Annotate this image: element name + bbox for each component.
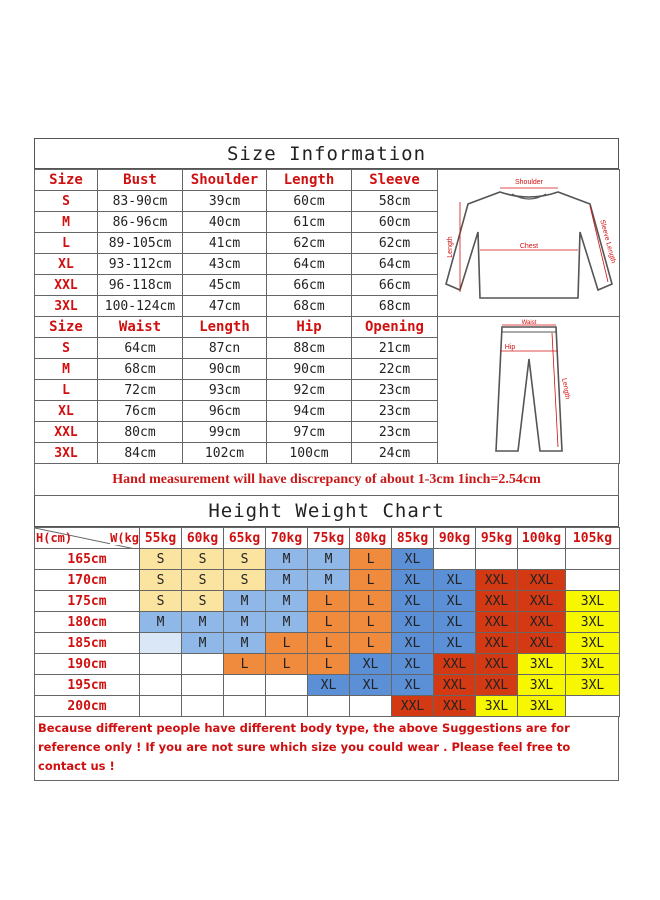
height-label: 180cm xyxy=(35,612,140,633)
size-cell: S xyxy=(182,549,224,570)
size-cell xyxy=(140,633,182,654)
measure-value: 39cm xyxy=(183,191,267,212)
weight-header-row xyxy=(35,528,620,549)
measure-value: 76cm xyxy=(98,401,183,422)
measure-value: 100-124cm xyxy=(98,296,183,317)
size-cell xyxy=(566,570,620,591)
size-cell: M xyxy=(266,591,308,612)
size-cell: XL xyxy=(392,675,434,696)
size-cell: XL xyxy=(434,633,476,654)
size-cell: M xyxy=(224,633,266,654)
size-cell: XXL xyxy=(392,696,434,717)
size-cell: XXL xyxy=(518,633,566,654)
size-cell xyxy=(182,675,224,696)
measure-value: 45cm xyxy=(183,275,267,296)
size-cell: 3XL xyxy=(518,654,566,675)
height-row xyxy=(35,654,620,675)
measurement-table xyxy=(34,169,620,464)
height-label: 165cm xyxy=(35,549,140,570)
height-row xyxy=(35,696,620,717)
size-cell xyxy=(182,696,224,717)
size-label: S xyxy=(35,191,98,212)
measure-value: 66cm xyxy=(267,275,352,296)
measurement-note: Hand measurement will have discrepancy of about 1-3cm 1inch=2.54cm xyxy=(34,464,619,496)
size-cell xyxy=(308,696,350,717)
corner-header xyxy=(35,528,140,549)
measure-value: 62cm xyxy=(267,233,352,254)
size-cell: XXL xyxy=(434,696,476,717)
measure-value: 23cm xyxy=(352,380,438,401)
height-weight-table xyxy=(34,527,620,717)
size-cell: 3XL xyxy=(476,696,518,717)
measure-value: 68cm xyxy=(267,296,352,317)
size-cell: L xyxy=(266,633,308,654)
size-label: XXL xyxy=(35,422,98,443)
size-cell: XL xyxy=(434,591,476,612)
garment-diagram-cell xyxy=(438,317,620,464)
size-cell: M xyxy=(182,633,224,654)
size-cell: XL xyxy=(392,591,434,612)
size-chart-sheet xyxy=(34,138,619,781)
size-cell: L xyxy=(308,591,350,612)
column-header: Length xyxy=(183,317,267,338)
height-row xyxy=(35,570,620,591)
size-cell: S xyxy=(224,570,266,591)
size-cell xyxy=(266,696,308,717)
size-cell: S xyxy=(224,549,266,570)
height-label: 175cm xyxy=(35,591,140,612)
size-cell: 3XL xyxy=(566,591,620,612)
size-cell xyxy=(350,696,392,717)
shirt-diagram xyxy=(440,172,618,310)
measure-value: 93cm xyxy=(183,380,267,401)
weight-header: 95kg xyxy=(476,528,518,549)
measure-value: 21cm xyxy=(352,338,438,359)
sleeve-label: Sleeve Length xyxy=(597,219,617,265)
measure-value: 41cm xyxy=(183,233,267,254)
measure-value: 83-90cm xyxy=(98,191,183,212)
measure-value: 60cm xyxy=(352,212,438,233)
measure-value: 72cm xyxy=(98,380,183,401)
measure-value: 64cm xyxy=(352,254,438,275)
measure-value: 89-105cm xyxy=(98,233,183,254)
measure-value: 87cn xyxy=(183,338,267,359)
measure-value: 96cm xyxy=(183,401,267,422)
measure-value: 61cm xyxy=(267,212,352,233)
size-cell: XXL xyxy=(518,612,566,633)
size-cell: XXL xyxy=(518,591,566,612)
size-cell xyxy=(518,549,566,570)
size-cell: 3XL xyxy=(566,612,620,633)
measure-value: 24cm xyxy=(352,443,438,464)
size-cell: XL xyxy=(434,570,476,591)
size-label: M xyxy=(35,212,98,233)
size-cell: M xyxy=(266,549,308,570)
height-label: 200cm xyxy=(35,696,140,717)
size-cell: 3XL xyxy=(566,633,620,654)
height-row xyxy=(35,675,620,696)
measure-value: 100cm xyxy=(267,443,352,464)
measure-value: 99cm xyxy=(183,422,267,443)
measure-value: 47cm xyxy=(183,296,267,317)
measure-value: 93-112cm xyxy=(98,254,183,275)
size-cell: XXL xyxy=(434,654,476,675)
column-header: Sleeve xyxy=(352,170,438,191)
height-row xyxy=(35,612,620,633)
garment-diagram-cell xyxy=(438,170,620,317)
size-cell: 3XL xyxy=(518,696,566,717)
chest-label: Chest xyxy=(519,243,538,250)
size-cell xyxy=(434,549,476,570)
height-label: 195cm xyxy=(35,675,140,696)
size-cell xyxy=(476,549,518,570)
size-cell: XL xyxy=(392,549,434,570)
measure-value: 66cm xyxy=(352,275,438,296)
measure-value: 64cm xyxy=(98,338,183,359)
length-label: Length xyxy=(446,236,454,258)
column-header: Waist xyxy=(98,317,183,338)
measure-value: 94cm xyxy=(267,401,352,422)
column-header: Bust xyxy=(98,170,183,191)
weight-header: 90kg xyxy=(434,528,476,549)
size-cell: L xyxy=(350,549,392,570)
size-cell: XXL xyxy=(476,570,518,591)
hip-label: Hip xyxy=(504,344,515,351)
size-cell: S xyxy=(140,570,182,591)
size-label: XL xyxy=(35,401,98,422)
measure-value: 40cm xyxy=(183,212,267,233)
weight-header: 65kg xyxy=(224,528,266,549)
size-label: 3XL xyxy=(35,443,98,464)
size-cell: XXL xyxy=(476,675,518,696)
measure-value: 86-96cm xyxy=(98,212,183,233)
size-cell: XL xyxy=(392,633,434,654)
waist-label: Waist xyxy=(521,320,536,326)
measure-value: 90cm xyxy=(267,359,352,380)
measure-value: 68cm xyxy=(352,296,438,317)
measure-value: 23cm xyxy=(352,401,438,422)
measure-value: 102cm xyxy=(183,443,267,464)
measure-value: 84cm xyxy=(98,443,183,464)
size-cell: M xyxy=(140,612,182,633)
size-cell: L xyxy=(308,633,350,654)
size-cell: XL xyxy=(392,654,434,675)
size-cell: M xyxy=(266,612,308,633)
measure-value: 80cm xyxy=(98,422,183,443)
size-cell xyxy=(224,696,266,717)
weight-header: 70kg xyxy=(266,528,308,549)
size-label: L xyxy=(35,380,98,401)
size-label: S xyxy=(35,338,98,359)
size-cell: XXL xyxy=(476,591,518,612)
size-cell: L xyxy=(266,654,308,675)
column-header: Hip xyxy=(267,317,352,338)
size-cell xyxy=(140,654,182,675)
size-cell: S xyxy=(140,549,182,570)
height-row xyxy=(35,591,620,612)
size-cell: XL xyxy=(350,654,392,675)
measure-value: 22cm xyxy=(352,359,438,380)
size-label: 3XL xyxy=(35,296,98,317)
weight-header: 105kg xyxy=(566,528,620,549)
weight-header: 60kg xyxy=(182,528,224,549)
size-cell: S xyxy=(182,591,224,612)
size-cell: S xyxy=(182,570,224,591)
column-header: Length xyxy=(267,170,352,191)
measure-value: 62cm xyxy=(352,233,438,254)
size-cell: XXL xyxy=(518,570,566,591)
size-cell: 3XL xyxy=(566,675,620,696)
size-cell: M xyxy=(266,570,308,591)
size-label: XXL xyxy=(35,275,98,296)
size-cell xyxy=(266,675,308,696)
measure-value: 88cm xyxy=(267,338,352,359)
measure-value: 96-118cm xyxy=(98,275,183,296)
size-cell: S xyxy=(140,591,182,612)
size-cell xyxy=(224,675,266,696)
height-row xyxy=(35,549,620,570)
pants-length-label: Length xyxy=(559,377,571,400)
size-cell xyxy=(140,696,182,717)
column-header: Size xyxy=(35,170,98,191)
measure-value: 60cm xyxy=(267,191,352,212)
size-cell: 3XL xyxy=(518,675,566,696)
size-cell: XXL xyxy=(434,675,476,696)
height-axis-label: H(cm) xyxy=(36,531,73,545)
size-cell: XL xyxy=(392,570,434,591)
hw-chart-title: Height Weight Chart xyxy=(34,496,619,527)
measure-header-row xyxy=(35,317,620,338)
size-cell: M xyxy=(308,570,350,591)
column-header: Size xyxy=(35,317,98,338)
size-cell: XL xyxy=(392,612,434,633)
size-cell: L xyxy=(224,654,266,675)
size-cell: XL xyxy=(350,675,392,696)
weight-header: 85kg xyxy=(392,528,434,549)
column-header: Opening xyxy=(352,317,438,338)
measure-value: 97cm xyxy=(267,422,352,443)
size-cell: XXL xyxy=(476,633,518,654)
measure-value: 92cm xyxy=(267,380,352,401)
size-cell xyxy=(140,675,182,696)
measure-value: 58cm xyxy=(352,191,438,212)
height-row xyxy=(35,633,620,654)
weight-header: 100kg xyxy=(518,528,566,549)
measure-header-row xyxy=(35,170,620,191)
size-info-title: Size Information xyxy=(34,138,619,169)
pants-diagram xyxy=(440,319,618,457)
size-label: L xyxy=(35,233,98,254)
measure-value: 64cm xyxy=(267,254,352,275)
size-cell: XL xyxy=(434,612,476,633)
measure-value: 23cm xyxy=(352,422,438,443)
weight-header: 80kg xyxy=(350,528,392,549)
size-cell: XXL xyxy=(476,612,518,633)
size-cell: XXL xyxy=(476,654,518,675)
height-label: 185cm xyxy=(35,633,140,654)
size-cell: L xyxy=(308,654,350,675)
shoulder-label: Shoulder xyxy=(514,179,543,186)
size-cell: L xyxy=(350,612,392,633)
size-cell: L xyxy=(350,591,392,612)
height-label: 190cm xyxy=(35,654,140,675)
column-header: Shoulder xyxy=(183,170,267,191)
size-cell: XL xyxy=(308,675,350,696)
weight-header: 75kg xyxy=(308,528,350,549)
size-cell xyxy=(182,654,224,675)
size-cell xyxy=(566,549,620,570)
size-cell: 3XL xyxy=(566,654,620,675)
size-cell: M xyxy=(182,612,224,633)
footer-note: Because different people have different body type, the above Suggestions are for reference only ! If you are not sure which size you could wear . Please feel free to contact us ! xyxy=(34,717,619,781)
size-cell xyxy=(566,696,620,717)
size-cell: L xyxy=(350,570,392,591)
measure-value: 68cm xyxy=(98,359,183,380)
size-cell: M xyxy=(308,549,350,570)
size-cell: L xyxy=(350,633,392,654)
weight-axis-label: W(kg xyxy=(110,531,139,545)
weight-header: 55kg xyxy=(140,528,182,549)
size-label: M xyxy=(35,359,98,380)
height-label: 170cm xyxy=(35,570,140,591)
size-cell: M xyxy=(224,612,266,633)
measure-value: 43cm xyxy=(183,254,267,275)
size-cell: L xyxy=(308,612,350,633)
measure-value: 90cm xyxy=(183,359,267,380)
size-label: XL xyxy=(35,254,98,275)
size-cell: M xyxy=(224,591,266,612)
